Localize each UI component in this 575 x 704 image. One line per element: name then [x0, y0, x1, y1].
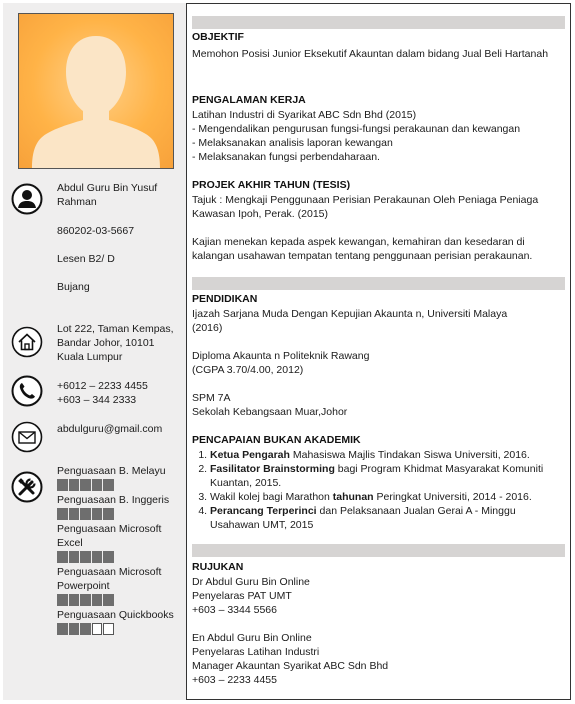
skill-block-filled	[80, 551, 91, 563]
skill-bar	[57, 551, 115, 563]
experience-item: - Mengendalikan pengurusan fungsi-fungsi perakaunan dan kewangan	[192, 123, 521, 135]
references-heading: RUJUKAN	[192, 561, 244, 573]
sidebar	[3, 3, 187, 700]
main-content	[188, 3, 571, 700]
skill-label: Penguasaan B. Melayu	[57, 465, 166, 477]
project-summary: Kajian menekan kepada aspek kewangan, kemahiran dan kesedaran di kalangan usahawan tempatan tentang penggunaan perisian perakaunan.	[192, 236, 533, 262]
full-name: Abdul Guru Bin Yusuf Rahman	[57, 182, 158, 208]
section-divider	[192, 277, 565, 290]
skill-block-empty	[92, 623, 103, 635]
skill-block-filled	[69, 551, 80, 563]
phone-mobile: +6012 – 2233 4455	[57, 380, 148, 392]
skill-block-empty	[103, 623, 114, 635]
reference-role: Penyelaras PAT UMT	[192, 590, 292, 602]
project-heading: PROJEK AKHIR TAHUN (TESIS)	[192, 179, 351, 191]
skill-block-filled	[92, 508, 103, 520]
profile-photo	[18, 13, 174, 169]
achievement-item: 1. Ketua Pengarah Mahasiswa Majlis Tindakan Siswa Universiti, 2016.	[210, 448, 552, 462]
skill-block-filled	[57, 551, 68, 563]
objective-heading: OBJEKTIF	[192, 31, 244, 43]
skill-block-filled	[80, 479, 91, 491]
skill-bar	[57, 623, 115, 635]
phone-icon	[11, 375, 43, 407]
marital-status: Bujang	[57, 281, 90, 293]
skill-label: Penguasaan B. Inggeris	[57, 494, 170, 506]
skill-bar	[57, 479, 115, 491]
skill-block-filled	[103, 508, 114, 520]
skill-block-filled	[57, 508, 68, 520]
achievements-list	[192, 448, 552, 532]
skill-block-filled	[57, 479, 68, 491]
ic-number: 860202-03-5667	[57, 225, 135, 237]
address: Lot 222, Taman Kempas, Bandar Johor, 10101 Kuala Lumpur	[57, 323, 174, 363]
skill-label: Penguasaan Quickbooks	[57, 609, 174, 621]
achievements-heading: PENCAPAIAN BUKAN AKADEMIK	[192, 434, 361, 446]
section-divider	[192, 544, 565, 557]
education-spm: SPM 7A	[192, 392, 231, 404]
skill-block-filled	[103, 551, 114, 563]
education-school: Sekolah Kebangsaan Muar,Johor	[192, 406, 348, 418]
section-divider	[192, 16, 565, 29]
reference-name: En Abdul Guru Bin Online	[192, 632, 312, 644]
skill-block-filled	[92, 594, 103, 606]
skill-block-filled	[69, 623, 80, 635]
reference-org: Manager Akauntan Syarikat ABC Sdn Bhd	[192, 660, 389, 672]
tools-icon	[11, 471, 43, 503]
education-degree: Ijazah Sarjana Muda Dengan Kepujian Akaunta n, Universiti Malaya	[192, 308, 508, 320]
home-icon	[11, 326, 43, 358]
education-diploma: Diploma Akaunta n Politeknik Rawang	[192, 350, 370, 362]
experience-heading: PENGALAMAN KERJA	[192, 94, 306, 106]
skill-block-filled	[80, 594, 91, 606]
experience-item: - Melaksanakan fungsi perbendaharaan.	[192, 151, 380, 163]
skill-block-filled	[103, 479, 114, 491]
education-degree-year: (2016)	[192, 322, 223, 334]
achievement-item: 3. Wakil kolej bagi Marathon tahunan Peringkat Universiti, 2014 - 2016.	[210, 490, 552, 504]
skill-block-filled	[57, 623, 68, 635]
reference-phone: +603 – 3344 5566	[192, 604, 277, 616]
skill-block-filled	[69, 594, 80, 606]
skill-block-filled	[92, 551, 103, 563]
phone-home: +603 – 344 2333	[57, 394, 137, 406]
reference-role: Penyelaras Latihan Industri	[192, 646, 320, 658]
skill-bar	[57, 508, 115, 520]
skill-label: Penguasaan Microsoft Powerpoint	[57, 566, 162, 592]
achievement-item: 2. Fasilitator Brainstorming bagi Program Khidmat Masyarakat Komuniti Kuantan, 2015.	[210, 462, 552, 490]
person-silhouette-icon	[19, 14, 173, 168]
experience-item: - Melaksanakan analisis laporan kewangan	[192, 137, 393, 149]
education-heading: PENDIDIKAN	[192, 293, 258, 305]
reference-phone: +603 – 2233 4455	[192, 674, 277, 686]
reference-name: Dr Abdul Guru Bin Online	[192, 576, 310, 588]
skill-block-filled	[69, 479, 80, 491]
objective-text: Memohon Posisi Junior Eksekutif Akauntan dalam bidang Jual Beli Hartanah	[192, 48, 549, 60]
skill-label: Penguasaan Microsoft Excel	[57, 523, 162, 549]
skill-block-filled	[57, 594, 68, 606]
experience-company: Latihan Industri di Syarikat ABC Sdn Bhd (2015)	[192, 109, 417, 121]
mail-icon	[11, 421, 43, 453]
skill-block-filled	[69, 508, 80, 520]
achievement-item: 4. Perancang Terperinci dan Pelaksanaan Jualan Gerai A - Minggu Usahawan UMT, 2015	[210, 504, 552, 532]
skill-block-filled	[80, 508, 91, 520]
skill-block-filled	[103, 594, 114, 606]
education-diploma-cgpa: (CGPA 3.70/4.00, 2012)	[192, 364, 304, 376]
skill-block-filled	[80, 623, 91, 635]
project-title: Tajuk : Mengkaji Penggunaan Perisian Perakaunan Oleh Peniaga Peniaga Kawasan Ipoh, Perak. (2015)	[192, 194, 539, 220]
skill-bar	[57, 594, 115, 606]
email: abdulguru@gmail.com	[57, 423, 163, 435]
license: Lesen B2/ D	[57, 253, 115, 265]
person-icon	[11, 183, 43, 215]
skill-block-filled	[92, 479, 103, 491]
